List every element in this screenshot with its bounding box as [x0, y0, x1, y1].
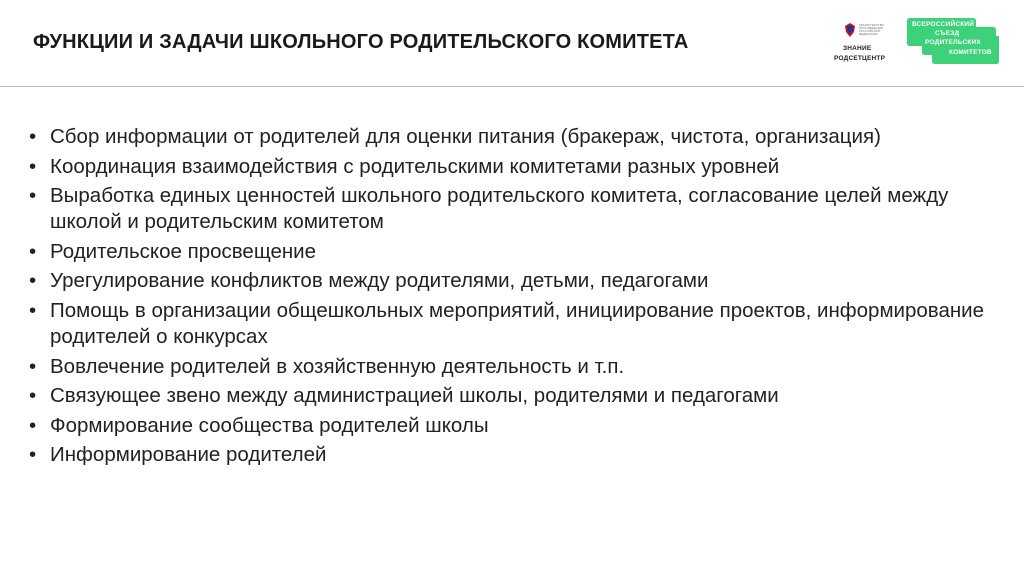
list-item	[29, 383, 989, 409]
header-divider	[0, 86, 1024, 87]
congress-logo-line3: РОДИТЕЛЬСКИХ	[925, 39, 981, 46]
list-item-text: Вовлечение родителей в хозяйственную деятельность и т.п.	[50, 354, 625, 378]
bullet-marker: •	[29, 184, 37, 208]
congress-logo-line2: СЪЕЗД	[935, 30, 960, 37]
bullet-marker: •	[29, 354, 37, 378]
rodsetcentr-logo	[829, 22, 889, 68]
congress-logo-line4: КОМИТЕТОВ	[949, 49, 992, 56]
list-item-text: Помощь в организации общешкольных мероприятий, инициирование проектов, информирование родителей о конкурсах	[50, 298, 985, 348]
bullet-marker: •	[29, 269, 37, 293]
bullet-marker: •	[29, 125, 37, 148]
congress-logo-line1: ВСЕРОССИЙСКИЙ	[912, 21, 975, 28]
logo-line-znanie: ЗНАНИЕ	[843, 45, 872, 52]
list-item	[29, 268, 989, 294]
list-item-text: Урегулирование конфликтов между родителями, детьми, педагогами	[50, 269, 709, 293]
slide-content	[29, 124, 989, 472]
list-item-text: Связующее звено между администрацией школы, родителями и педагогами	[50, 384, 779, 408]
list-item	[29, 239, 989, 265]
list-item	[29, 154, 989, 180]
bullet-marker: •	[29, 443, 37, 467]
ministry-emblem-text: МИНИСТЕРСТВО ПРОСВЕЩЕНИЯ РОССИЙСКОЙ ФЕДЕРАЦИИ	[859, 23, 884, 36]
list-item-text: Выработка единых ценностей школьного родительского комитета, согласование целей между школой и родительским комитетом	[50, 184, 949, 234]
congress-logo	[905, 18, 1000, 64]
logo-line-rodsetcentr: РОДСЕТЦЕНТР	[834, 55, 886, 62]
list-item	[29, 183, 989, 235]
bullet-marker: •	[29, 384, 37, 408]
ministry-emblem-icon	[843, 22, 857, 38]
functions-list	[29, 124, 989, 468]
list-item-text: Координация взаимодействия с родительскими комитетами разных уровней	[50, 154, 780, 178]
list-item	[29, 124, 989, 150]
bullet-marker: •	[29, 413, 37, 437]
list-item-text: Формирование сообщества родителей школы	[50, 413, 489, 437]
list-item	[29, 413, 989, 439]
list-item	[29, 298, 989, 350]
list-item-text: Родительское просвещение	[50, 239, 317, 263]
bullet-marker: •	[29, 154, 37, 178]
bullet-marker: •	[29, 298, 37, 322]
list-item	[29, 354, 989, 380]
list-item-text: Сбор информации от родителей для оценки питания (бракераж, чистота, организация)	[50, 125, 881, 148]
list-item-text: Информирование родителей	[50, 443, 327, 467]
slide-header	[0, 0, 1024, 87]
bullet-marker: •	[29, 239, 37, 263]
list-item	[29, 442, 989, 468]
slide-title: ФУНКЦИИ И ЗАДАЧИ ШКОЛЬНОГО РОДИТЕЛЬСКОГО КОМИТЕТА	[33, 31, 689, 53]
